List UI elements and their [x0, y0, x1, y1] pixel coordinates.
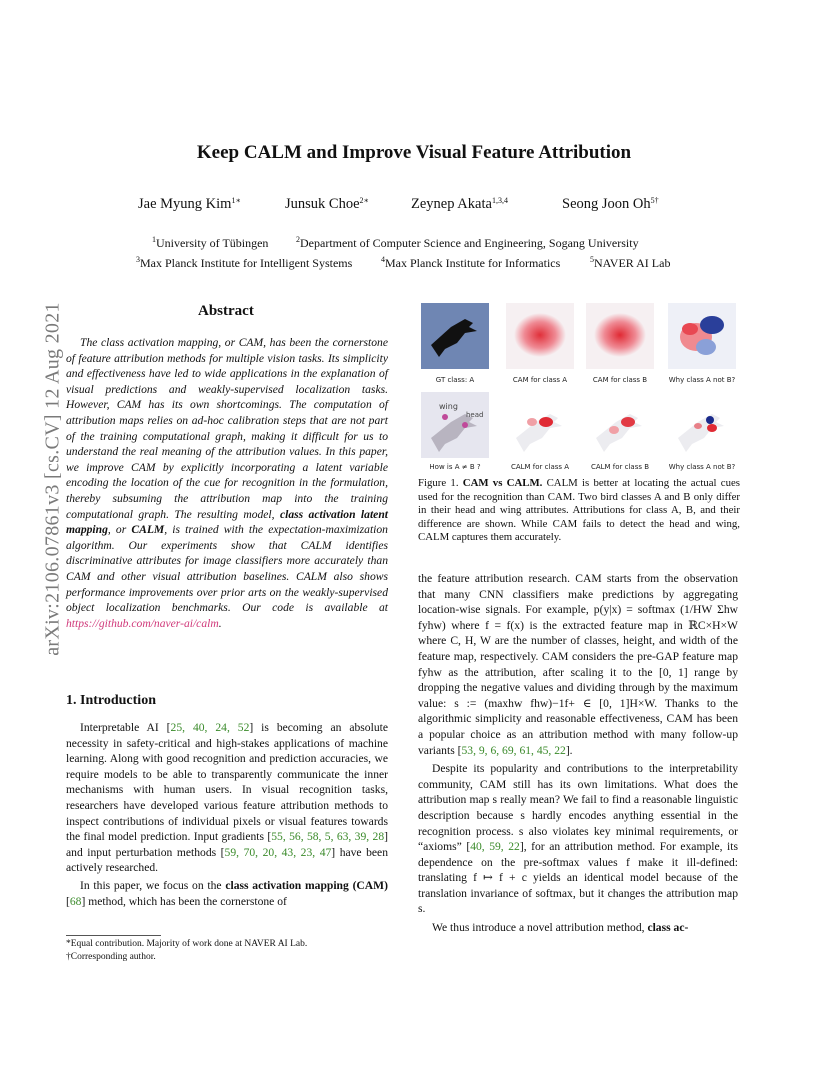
citation[interactable]: 55, 56, 58, 5, 63, 39, 28: [271, 830, 385, 844]
head-label: head: [466, 411, 484, 419]
fig-label-calm-b: CALM for class B: [590, 463, 650, 471]
affiliation-3: $^3$Max Planck Institute for Intelligent Systems: [136, 255, 353, 270]
footnote-rule: [66, 935, 161, 936]
calm-class-a-panel: [506, 392, 574, 458]
footnote-1: *Equal contribution. Majority of work done at NAVER AI Lab.: [66, 939, 308, 949]
fig-label-cam-a: CAM for class A: [512, 376, 568, 384]
arxiv-sidebar: arXiv:2106.07861v3 [cs.CV] 12 Aug 2021: [41, 302, 64, 656]
citation[interactable]: 59, 70, 20, 43, 23, 47: [224, 845, 332, 859]
citation[interactable]: 53, 9, 6, 69, 61, 45, 22: [461, 743, 566, 757]
fig-label-gt: GT class: A: [435, 376, 475, 384]
fig-label-calm-a: CALM for class A: [510, 463, 570, 471]
cam-diff-panel: [668, 303, 736, 369]
fig-label-how: How is A ≠ B ?: [429, 463, 481, 471]
affiliation-1: $^1$University of Tübingen: [152, 235, 269, 250]
cam-class-a-panel: [506, 303, 574, 369]
cam-class-b-panel: [586, 303, 654, 369]
fig-label-cam-b: CAM for class B: [592, 376, 648, 384]
author-3: Zeynep Akata$^{1,3,4}$: [411, 196, 508, 212]
bird-attributes-panel: [421, 392, 489, 458]
fig-label-diff: Why class A not B?: [668, 376, 736, 384]
citation[interactable]: 25, 40, 24, 52: [170, 721, 250, 734]
author-1: Jae Myung Kim$^{1∗}$: [138, 196, 241, 212]
paper-title: Keep CALM and Improve Visual Feature Attribution: [196, 142, 632, 163]
author-2: Junsuk Choe$^{2∗}$: [285, 196, 369, 212]
bird-silhouette-icon: [421, 303, 489, 369]
affiliation-2: $^2$Department of Computer Science and Engineering, Sogang University: [296, 235, 639, 250]
figure-1: [418, 300, 740, 475]
code-link[interactable]: https://github.com/naver-ai/calm: [66, 616, 219, 630]
affiliation-5: $^5$NAVER AI Lab: [590, 255, 671, 270]
intro-heading: 1. Introduction: [66, 693, 156, 708]
intro-body: Interpretable AI [25, 40, 24, 52] is becoming an absolute necessity in safety-critical and high-stakes applications of machine learning. Along with good recognition and prediction accuracies, we require models to be able to transparently communicate the inner mechanisms with human users. In visual recognition tasks, researchers have developed various feature attribution methods to inspect contributions of individual pixels or visual features towards the final model prediction. Input gradients [55, 56, 58, 5, 63, 39, 28] and input perturbation methods [59, 70, 20, 43, 23, 47] have been actively researched. In this paper, we focus on the class activation mapping (CAM) [68] method, which has been the cornerstone of: [66, 721, 389, 908]
fig-label-diff-2: Why class A not B?: [668, 463, 736, 471]
right-column-body: the feature attribution research. CAM starts from the observation that many CNN classifiers make predictions by aggregating location-wise signals. For example, p(y|x) = softmax (1/HW Σhw fyhw) where f = f(x) is the extracted feature map in ℝC×H×W where C, H, W are the number of classes, height, and width of the feature map, respectively. CAM considers the pre-GAP feature map fyhw as the attribution, after scaling it to the [0, 1] range by dropping the negative values and dividing through by the maximum value: s := (maxhw fhw)−1f+ ∈ [0, 1]H×W. Thanks to the algorithmic simplicity and reasonable effectiveness, CAM has been a popular choice as an attribution method with many follow-up variants [53, 9, 6, 69, 61, 45, 22]. Despite its popularity and contributions to the interpretability community, CAM still has its own limitations. What does the attribution map s really mean? We fail to find a reasonable linguistic description because s hardly encodes anything essential in the recognition process. s also violates key minimal requirements, or “axioms” [40, 59, 22], for an attribution method. For example, its dependence on the pre-softmax values f make it ill-defined: translating f ↦ f + c yields an identical model because of the translation invariance of softmax, but it changes the attribution map s. We thus introduce a novel attribution method, class ac-: [418, 572, 739, 935]
wing-label: wing: [439, 402, 458, 411]
bird-image-panel: [421, 303, 489, 369]
citation[interactable]: 68: [69, 894, 82, 908]
affiliation-4: $^4$Max Planck Institute for Informatics: [381, 255, 561, 270]
abstract-heading: Abstract: [198, 303, 254, 319]
calm-diff-panel: [668, 392, 736, 458]
figure-caption: Figure 1. CAM vs CALM. CALM is better at locating the actual cues used for the recognition than CAM. Two bird classes A and B only differ in their head and wing attributes. Attributions for class A, B, and their difference are shown. While CAM fails to detect the head and wing, CALM captures them accurately.: [418, 477, 740, 544]
citation[interactable]: 40, 59, 22: [470, 840, 520, 854]
author-4: Seong Joon $Oh^{5\dagger}$: [562, 196, 659, 212]
footnote-2: †Corresponding author.: [66, 952, 156, 962]
calm-class-b-panel: [586, 392, 654, 458]
abstract-body: The class activation mapping, or CAM, has been the cornerstone of feature attribution methods for multiple vision tasks. Its simplicity and effectiveness have led to wide applications in the explanation of visual predictions and weakly-supervised localization tasks. However, CAM has its own shortcomings. The computation of attribution maps relies on ad-hoc calibration steps that are not part of the training computational graph, making it difficult for us to understand the real meaning of the attribution values. In this paper, we improve CAM by explicitly incorporating a latent variable encoding the location of the cue for recognition in the formulation, thereby subsuming the attribution map into the training computational graph. The resulting model, class activation latent mapping, or CALM, is trained with the expectation-maximization algorithm. Our experiments show that CALM identifies discriminative attributes for image classifiers more accurately than CAM and other visual attribution baselines. CALM also shows performance improvements over prior arts on the weakly-supervised object localization benchmarks. Our code is available at https://github.com/naver-ai/calm.: [66, 336, 388, 630]
